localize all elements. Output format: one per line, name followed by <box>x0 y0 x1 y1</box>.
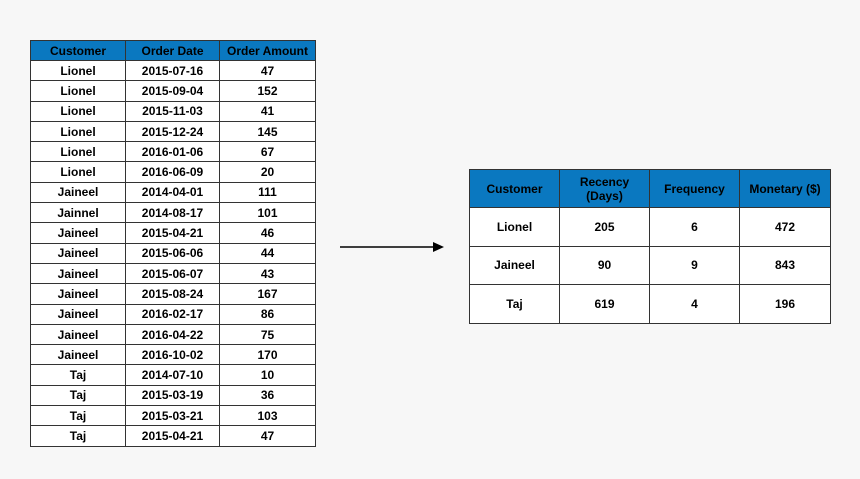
orders-table-cell: 2015-06-07 <box>126 263 220 283</box>
rfm-table-cell: 90 <box>560 246 650 285</box>
orders-table-row <box>31 223 316 243</box>
orders-table-cell: 67 <box>220 142 316 162</box>
rfm-table-cell: 196 <box>740 285 831 324</box>
orders-table-cell: 2015-04-21 <box>126 223 220 243</box>
rfm-table-cell: 6 <box>650 208 740 247</box>
orders-table-cell: Lionel <box>31 121 126 141</box>
orders-table-cell: 47 <box>220 61 316 81</box>
orders-table-cell: 2015-11-03 <box>126 101 220 121</box>
rfm-table-cell: Taj <box>470 285 560 324</box>
orders-table-cell: 170 <box>220 345 316 365</box>
rfm-table-row <box>470 285 831 324</box>
orders-table-cell: Lionel <box>31 162 126 182</box>
rfm-table-row <box>470 246 831 285</box>
rfm-table-cell: 9 <box>650 246 740 285</box>
orders-table-cell: 20 <box>220 162 316 182</box>
rfm-table-cell: 4 <box>650 285 740 324</box>
orders-table-cell: 2015-08-24 <box>126 284 220 304</box>
orders-table-cell: Lionel <box>31 101 126 121</box>
orders-table-row <box>31 406 316 426</box>
rfm-table <box>469 169 831 324</box>
orders-table-cell: Taj <box>31 365 126 385</box>
rfm-header-recency: Recency (Days) <box>560 170 650 208</box>
orders-table-cell: Jaineel <box>31 182 126 202</box>
orders-header-order-date: Order Date <box>126 41 220 61</box>
orders-table-row <box>31 182 316 202</box>
orders-table-row <box>31 81 316 101</box>
orders-table-cell: 86 <box>220 304 316 324</box>
rfm-table-cell: Lionel <box>470 208 560 247</box>
orders-table-cell: 44 <box>220 243 316 263</box>
orders-table-cell: 2016-01-06 <box>126 142 220 162</box>
orders-table-cell: 2016-10-02 <box>126 345 220 365</box>
orders-table-cell: 103 <box>220 406 316 426</box>
orders-table-cell: 2016-06-09 <box>126 162 220 182</box>
orders-table-cell: 2014-07-10 <box>126 365 220 385</box>
orders-table-row <box>31 345 316 365</box>
rfm-header-frequency: Frequency <box>650 170 740 208</box>
rfm-table-cell: 619 <box>560 285 650 324</box>
orders-table-cell: 2016-02-17 <box>126 304 220 324</box>
orders-table-cell: Taj <box>31 385 126 405</box>
orders-table-cell: 101 <box>220 203 316 223</box>
orders-table-cell: 2015-03-21 <box>126 406 220 426</box>
orders-table-cell: 2015-06-06 <box>126 243 220 263</box>
orders-table-cell: 2016-04-22 <box>126 324 220 344</box>
arrow-right-icon <box>340 238 450 256</box>
orders-table-row <box>31 101 316 121</box>
orders-table-cell: 2015-03-19 <box>126 385 220 405</box>
orders-table-cell: 41 <box>220 101 316 121</box>
orders-table-cell: Taj <box>31 426 126 446</box>
orders-table-row <box>31 243 316 263</box>
rfm-table-cell: 205 <box>560 208 650 247</box>
orders-table-row <box>31 284 316 304</box>
orders-table-cell: Jaineel <box>31 304 126 324</box>
orders-table-row <box>31 203 316 223</box>
orders-header-customer: Customer <box>31 41 126 61</box>
orders-table-cell: 2014-08-17 <box>126 203 220 223</box>
arrow-head <box>433 242 444 252</box>
orders-table-cell: Jaineel <box>31 263 126 283</box>
orders-table-cell: 10 <box>220 365 316 385</box>
orders-table-cell: 43 <box>220 263 316 283</box>
orders-table-cell: 2015-09-04 <box>126 81 220 101</box>
orders-table <box>30 40 316 447</box>
rfm-header-monetary: Monetary ($) <box>740 170 831 208</box>
rfm-table-cell: 472 <box>740 208 831 247</box>
orders-table-cell: 152 <box>220 81 316 101</box>
orders-table-row <box>31 121 316 141</box>
orders-table-cell: 111 <box>220 182 316 202</box>
orders-table-cell: Jaineel <box>31 243 126 263</box>
orders-table-row <box>31 426 316 446</box>
orders-table-row <box>31 142 316 162</box>
orders-table-cell: Jainnel <box>31 203 126 223</box>
orders-body <box>31 61 316 447</box>
orders-table-cell: 2015-04-21 <box>126 426 220 446</box>
rfm-header-customer: Customer <box>470 170 560 208</box>
orders-table-cell: Lionel <box>31 81 126 101</box>
orders-table-row <box>31 324 316 344</box>
rfm-body <box>470 208 831 324</box>
orders-table-cell: Taj <box>31 406 126 426</box>
orders-table-cell: 36 <box>220 385 316 405</box>
orders-table-row <box>31 385 316 405</box>
orders-table-cell: 2014-04-01 <box>126 182 220 202</box>
orders-table-row <box>31 365 316 385</box>
rfm-table-cell: 843 <box>740 246 831 285</box>
orders-table-cell: 75 <box>220 324 316 344</box>
orders-table-row <box>31 61 316 81</box>
orders-table-cell: Jaineel <box>31 223 126 243</box>
orders-table-cell: Jaineel <box>31 324 126 344</box>
orders-header-order-amount: Order Amount <box>220 41 316 61</box>
rfm-table-cell: Jaineel <box>470 246 560 285</box>
orders-table-row <box>31 263 316 283</box>
orders-table-cell: 47 <box>220 426 316 446</box>
orders-table-cell: Lionel <box>31 61 126 81</box>
orders-table-cell: 145 <box>220 121 316 141</box>
orders-table-cell: 2015-12-24 <box>126 121 220 141</box>
rfm-header-row <box>470 170 831 208</box>
orders-table-cell: Jaineel <box>31 284 126 304</box>
orders-table-row <box>31 162 316 182</box>
orders-table-cell: 167 <box>220 284 316 304</box>
orders-table-cell: 2015-07-16 <box>126 61 220 81</box>
orders-table-row <box>31 304 316 324</box>
orders-table-cell: Lionel <box>31 142 126 162</box>
orders-table-cell: Jaineel <box>31 345 126 365</box>
rfm-table-row <box>470 208 831 247</box>
orders-table-cell: 46 <box>220 223 316 243</box>
orders-header-row <box>31 41 316 61</box>
